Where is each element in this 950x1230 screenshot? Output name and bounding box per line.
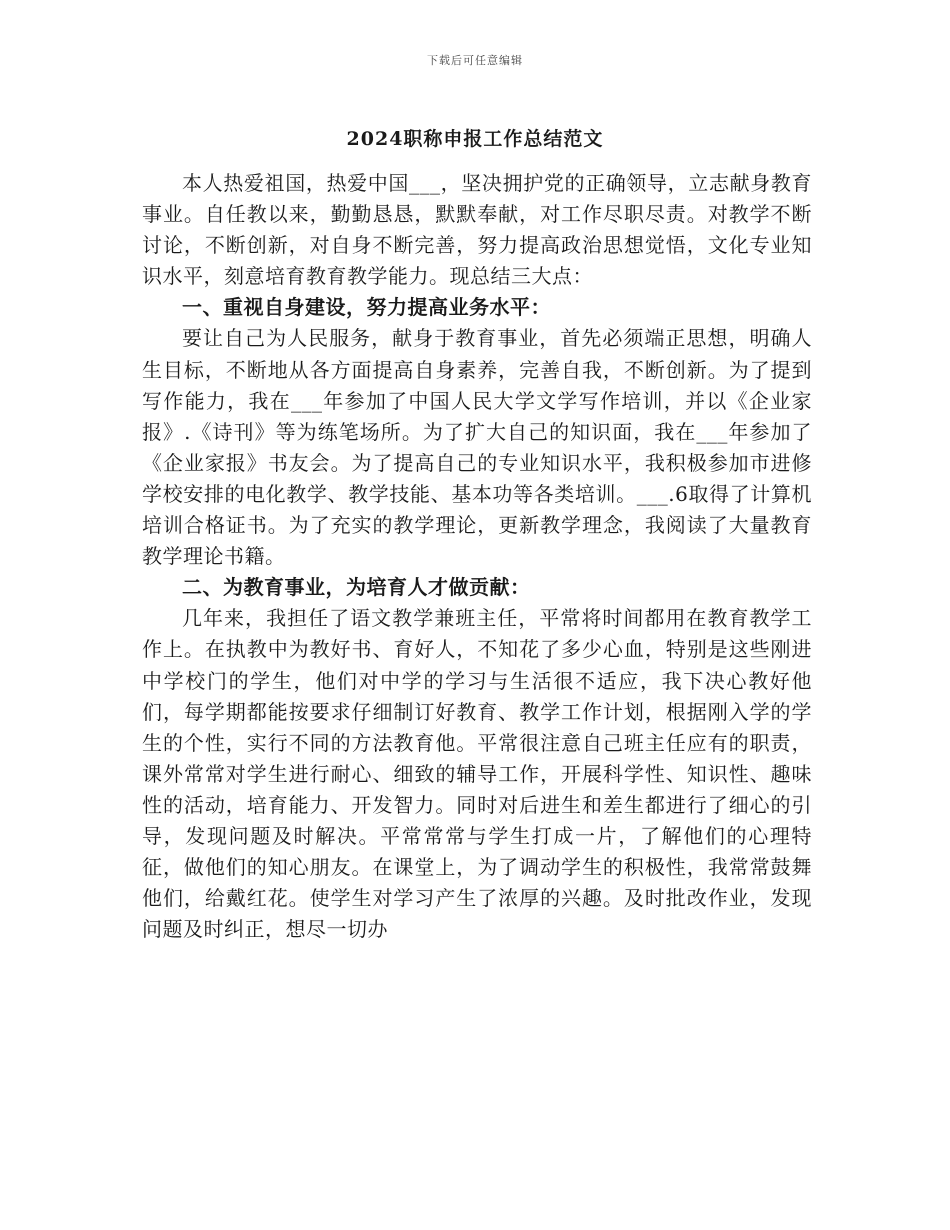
section-heading-1: 一、重视自身建设，努力提高业务水平：	[182, 295, 551, 320]
document-title: 2024职称申报工作总结范文	[346, 128, 604, 150]
document-body	[142, 168, 812, 945]
paragraph-section-2: 几年来，我担任了语文教学兼班主任，平常将时间都用在教育教学工作上。在执教中为教好书、育好人，不知花了多少心血，特别是这些刚进中学校门的学生，他们对中学的学习与生活很不适应，我下决心教好他们，每学期都能按要求仔细制订好教育、教学工作计划，根据刚入学的学生的个性，实行不同的方法教育他。平常很注意自己班主任应有的职责，课外常常对学生进行耐心、细致的辅导工作，开展科学性、知识性、趣味性的活动，培育能力、开发智力。同时对后进生和差生都进行了细心的引导，发现问题及时解决。平常常常与学生打成一片，了解他们的心理特征，做他们的知心朋友。在课堂上，为了调动学生的积极性，我常常鼓舞他们，给戴红花。使学生对学习产生了浓厚的兴趣。及时批改作业，发现问题及时纠正，想尽一切办	[142, 606, 812, 942]
header-note: 下载后可任意编辑	[427, 54, 523, 67]
section-heading-2: 二、为教育事业，为培育人才做贡献：	[182, 575, 531, 600]
paragraph-intro: 本人热爱祖国，热爱中国___，坚决拥护党的正确领导，立志献身教育事业。自任教以来，勤勤恳恳，默默奉献，对工作尽职尽责。对教学不断讨论，不断创新，对自身不断完善，努力提高政治思想觉悟，文化专业知识水平，刻意培育教育教学能力。现总结三大点：	[142, 171, 812, 289]
paragraph-section-1: 要让自己为人民服务，献身于教育事业，首先必须端正思想，明确人生目标，不断地从各方面提高自身素养，完善自我，不断创新。为了提到写作能力，我在___年参加了中国人民大学文学写作培训，并以《企业家报》.《诗刊》等为练笔场所。为了扩大自己的知识面，我在___年参加了《企业家报》书友会。为了提高自己的专业知识水平，我积极参加市进修学校安排的电化教学、教学技能、基本功等各类培训。___.6取得了计算机培训合格证书。为了充实的教学理论，更新教学理念，我阅读了大量教育教学理论书籍。	[142, 326, 812, 569]
